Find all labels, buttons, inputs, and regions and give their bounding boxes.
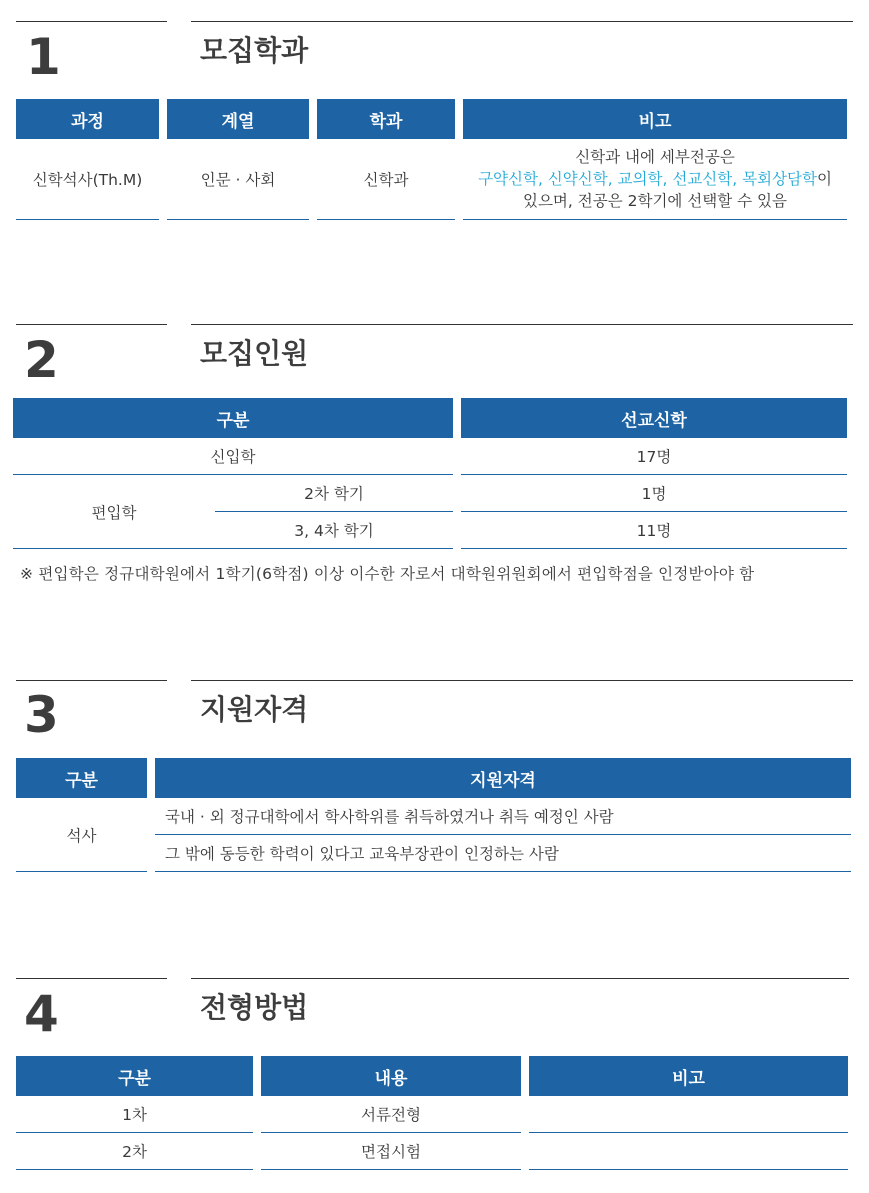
table-cell-semester-34-count: 11명 <box>461 512 847 549</box>
table-header-note: 비고 <box>529 1056 848 1096</box>
major-list: 구약신학, 신약신학, 교의학, 선교신학, 목회상담학 <box>478 170 817 188</box>
section-rule-long <box>191 21 853 22</box>
table-cell-masters: 석사 <box>16 798 147 872</box>
table-cell-field: 인문 · 사회 <box>167 139 309 220</box>
section-title: 전형방법 <box>200 991 309 1024</box>
table-cell-stage-1: 1차 <box>16 1096 253 1133</box>
table-cell-note <box>463 139 847 220</box>
table-cell-semester-2-count: 1명 <box>461 475 847 512</box>
table-cell-content-2: 면접시험 <box>261 1133 521 1170</box>
note-line-2 <box>478 168 832 190</box>
table-header-field: 계열 <box>167 99 309 139</box>
table-cell-note-2 <box>529 1133 848 1170</box>
section-title: 지원자격 <box>200 693 309 726</box>
note-line-1: 신학과 내에 세부전공은 <box>575 148 735 166</box>
table-header-stage: 구분 <box>16 1056 253 1096</box>
table-header-qualification: 지원자격 <box>155 758 851 798</box>
table-cell-semester-34: 3, 4차 학기 <box>215 512 453 549</box>
table-cell-qualification-2: 그 밖에 동등한 학력이 있다고 교육부장관이 인정하는 사람 <box>155 835 851 872</box>
table-cell-stage-2: 2차 <box>16 1133 253 1170</box>
table-header-category: 구분 <box>13 398 453 438</box>
note-line-3: 있으며, 전공은 2학기에 선택할 수 있음 <box>522 192 788 210</box>
table-cell-new: 신입학 <box>13 438 453 475</box>
section-rule-short <box>16 21 167 22</box>
table-cell-content-1: 서류전형 <box>261 1096 521 1133</box>
section-number: 4 <box>24 985 59 1043</box>
table-cell-semester-2: 2차 학기 <box>215 475 453 512</box>
table-cell-qualification-1: 국내 · 외 정규대학에서 학사학위를 취득하였거나 취득 예정인 사람 <box>155 798 851 835</box>
section-rule-long <box>191 680 853 681</box>
section-rule-short <box>16 978 167 979</box>
section-title: 모집학과 <box>200 34 309 67</box>
table-cell-new-count: 17명 <box>461 438 847 475</box>
table-header-course: 과정 <box>16 99 159 139</box>
section-number: 2 <box>24 331 59 389</box>
section-rule-short <box>16 680 167 681</box>
section-rule-long <box>191 978 849 979</box>
section-title: 모집인원 <box>200 337 309 370</box>
section-rule-long <box>191 324 853 325</box>
table-cell-course: 신학석사(Th.M) <box>16 139 159 220</box>
note-particle: 이 <box>816 170 832 188</box>
section-number: 1 <box>26 28 61 86</box>
table-header-note: 비고 <box>463 99 847 139</box>
table-header-dept: 학과 <box>317 99 455 139</box>
section-rule-short <box>16 324 167 325</box>
section-number: 3 <box>24 686 59 744</box>
table-cell-transfer: 편입학 <box>13 475 215 549</box>
footnote: ※ 편입학은 정규대학원에서 1학기(6학점) 이상 이수한 자로서 대학원위원회에서 편입학점을 인정받아야 함 <box>20 565 755 583</box>
table-header-mission: 선교신학 <box>461 398 847 438</box>
table-cell-dept: 신학과 <box>317 139 455 220</box>
table-header-content: 내용 <box>261 1056 521 1096</box>
table-header-category: 구분 <box>16 758 147 798</box>
table-cell-note-1 <box>529 1096 848 1133</box>
